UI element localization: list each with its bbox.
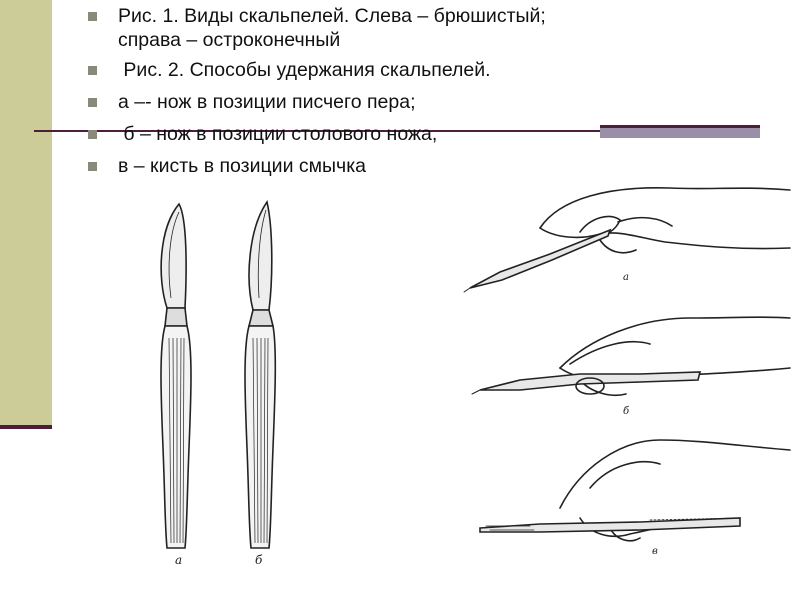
bullet-text: а –- нож в позиции писчего пера; bbox=[118, 91, 416, 113]
scalpels-illustration bbox=[149, 198, 294, 570]
hand-bow-position-icon bbox=[480, 440, 790, 541]
bullet-item bbox=[86, 90, 646, 114]
bullet-list bbox=[86, 4, 646, 186]
bullet-square-icon bbox=[88, 98, 97, 107]
bullet-square-icon bbox=[88, 66, 97, 75]
bullet-square-icon bbox=[88, 12, 97, 21]
left-accent-edge bbox=[0, 425, 52, 429]
bullet-text: в – кисть в позиции смычка bbox=[118, 155, 367, 177]
bullet-text: б – нож в позиции столового ножа, bbox=[118, 123, 438, 145]
figure2-label-c: в bbox=[652, 546, 658, 557]
bullet-square-icon bbox=[88, 130, 97, 139]
scalpels-figure bbox=[149, 198, 294, 570]
left-accent-band bbox=[0, 0, 52, 425]
bullet-square-icon bbox=[88, 162, 97, 171]
figure2-label-b: б bbox=[623, 406, 630, 417]
bellied-scalpel-icon bbox=[161, 204, 191, 548]
bullet-text: Рис. 2. Способы удержания скальпелей. bbox=[118, 59, 491, 81]
bullet-text: Рис. 1. Виды скальпелей. Слева – брюшистый; bbox=[118, 5, 546, 27]
bullet-item bbox=[86, 122, 646, 146]
bullet-item bbox=[86, 58, 646, 82]
bullet-item bbox=[86, 4, 646, 52]
figure1-label-a: а bbox=[175, 553, 183, 567]
figure1-label-b: б bbox=[255, 553, 263, 567]
figure2-label-a: а bbox=[623, 272, 629, 283]
bullet-text-continued: справа – остроконечный bbox=[118, 29, 341, 51]
hand-knife-position-icon bbox=[472, 317, 790, 395]
hands-illustration bbox=[440, 168, 800, 560]
pointed-scalpel-icon bbox=[245, 202, 275, 548]
holding-methods-figure bbox=[440, 168, 800, 560]
